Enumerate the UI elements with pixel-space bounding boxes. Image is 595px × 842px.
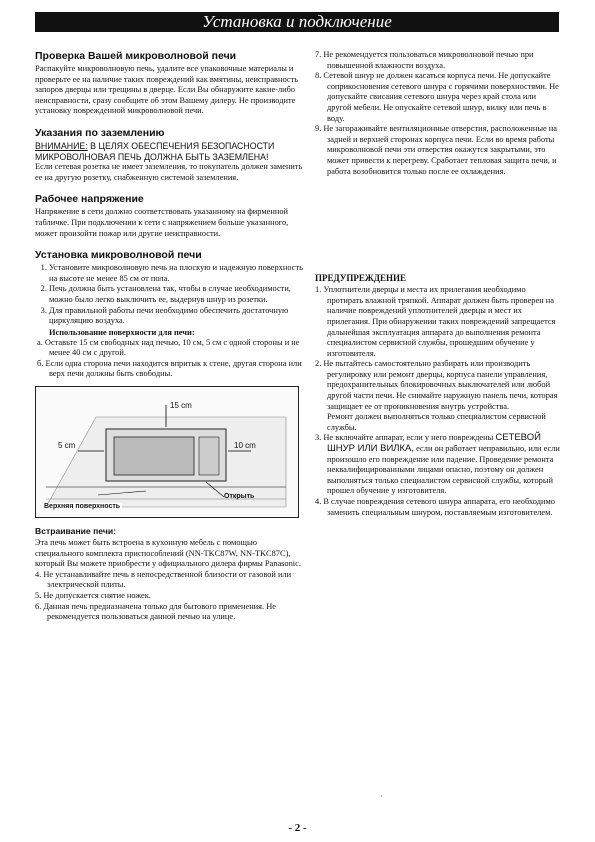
item-text: Не загораживайте вентиляционные отверстия, расположенные на задней и верхней сторонах корпуса печи. Если во время работы микроволновой печи эти отверстия окажутся закрытыми, это может привести к перегреву. Сработает тепловая защита печи, и работа возобновится только после ее охлаждения. bbox=[323, 124, 557, 176]
item-caps: СЕТЕВОЙ ШНУР ИЛИ ВИЛКА, bbox=[327, 432, 541, 455]
label-surface: Верхняя поверхность bbox=[44, 503, 121, 511]
top-list bbox=[315, 50, 561, 177]
item-number: 4. bbox=[35, 569, 42, 579]
warning-text: В ЦЕЛЯХ ОБЕСПЕЧЕНИЯ БЕЗОПАСНОСТИ МИКРОВОЛНОВАЯ ПЕЧЬ ДОЛЖНА БЫТЬ ЗАЗЕМЛЕНА! bbox=[35, 140, 275, 162]
list-item bbox=[315, 433, 561, 497]
section-grounding bbox=[35, 127, 305, 183]
list-item: б. Если одна сторона печи находится впритык к стене, другая сторона или верх печи должны быть свободны. bbox=[37, 358, 302, 379]
list-item: 1. Установите микроволновую печь на плоскую и надежную поверхность на высоте не менее 85 см от пола. bbox=[49, 263, 305, 284]
list-item bbox=[315, 497, 561, 518]
item-text: Уплотнители дверцы и места их прилегания необходимо протирать влажной тряпкой. Аппарат должен быть проверен на наличие повреждений уплотнителей дверцы и мест их прилегания. При обнаружении таких повреждений запрещается дальнейшая эксплуатация аппарата до выполнения ремонта специалистом сервисной службы, прошедшим обучение у изготовителя. bbox=[323, 285, 556, 358]
item-text: Если одна сторона печи находится впритык к стене, другая сторона или верх печи должны быть свободны. bbox=[45, 358, 302, 379]
warnings-section bbox=[315, 273, 561, 518]
item-text: Не допускается снятие ножек. bbox=[43, 591, 151, 601]
list-item bbox=[35, 570, 305, 591]
section-text: Распакуйте микроволновую печь, удалите все упаковочные материалы и проверьте ее на наличие таких повреждений как вмятины, неисправность запоров дверцы или трещины в дверце. Если Вы обнаружите какие-либо неисправности, сразу сообщите об этом Вашему дилеру. Не производите установку поврежденной микроволновой печи. bbox=[35, 64, 299, 116]
item-text: Сетевой шнур не должен касаться корпуса печи. Не допускайте соприкосновения сетевого шнура с горячими поверхностями. Не допускайте свисания сетевого шнура через край стола или другой мебели. Не опускайте сетевой шнур, вилку или печь в воду. bbox=[323, 71, 559, 123]
label-top-clearance: 15 cm bbox=[170, 401, 192, 411]
list-item bbox=[315, 359, 561, 412]
list-item bbox=[315, 124, 561, 177]
list-item bbox=[315, 285, 561, 359]
item-number: 5. bbox=[35, 591, 42, 601]
item-text: Данная печь предназначена только для бытового применения. Не рекомендуется пользоваться данной печью на улице. bbox=[43, 601, 276, 622]
list-item bbox=[315, 50, 561, 71]
item-text: Не пытайтесь самостоятельно разбирать или производить регулировку или ремонт дверцы, корпуса панели управления, предохранительных блокировочных выключателей или любой другой части печи. Не снимайте наружную панель печи, которая защищает ее от проникновения внутрь устройства. bbox=[323, 359, 558, 411]
item-number: 7. bbox=[315, 50, 322, 59]
item-number: 2. bbox=[315, 359, 322, 369]
warning-label: ВНИМАНИЕ: bbox=[35, 140, 88, 151]
builtin-list bbox=[35, 570, 305, 623]
warnings-title: ПРЕДУПРЕЖДЕНИЕ bbox=[315, 273, 407, 284]
section-check bbox=[35, 50, 305, 117]
section-title: Рабочее напряжение bbox=[35, 193, 144, 206]
section-voltage bbox=[35, 193, 305, 239]
item-text: Не включайте аппарат, если у него повреждены bbox=[323, 433, 494, 443]
list-item bbox=[315, 71, 561, 124]
install-list bbox=[35, 263, 305, 327]
item-text: Не устанавливайте печь в непосредственной близости от газовой или электрической плиты. bbox=[43, 569, 292, 590]
item-number: 6. bbox=[35, 601, 42, 611]
item-number: 1. bbox=[315, 285, 322, 295]
label-open: Открыть bbox=[224, 493, 255, 501]
item-number: 8. bbox=[315, 71, 322, 81]
list-item bbox=[35, 591, 305, 602]
header-title: Установка и подключение bbox=[202, 12, 392, 31]
list-item: а. Оставьте 15 см свободных над печью, 10 см, 5 см с одной стороны и не менее 40 см с другой. bbox=[37, 337, 300, 358]
label-right-clearance: 10 cm bbox=[234, 441, 256, 451]
item-extra: Ремонт должен выполняться только специалистом сервисной службы. bbox=[327, 412, 546, 432]
left-column bbox=[35, 50, 305, 623]
list-item: 3. Для правильной работы печи необходимо обеспечить достаточную циркуляцию воздуха. bbox=[49, 306, 305, 327]
subheading: Использование поверхности для печи: bbox=[49, 327, 195, 337]
item-text: Оставьте 15 см свободных над печью, 10 см, 5 см с одной стороны и не менее 40 см с другой. bbox=[44, 337, 300, 358]
item-number: 4. bbox=[315, 497, 322, 506]
section-title: Установка микроволновой печи bbox=[35, 249, 202, 262]
installation-figure bbox=[35, 386, 299, 518]
speck: · bbox=[380, 792, 383, 801]
page-number: - 2 - bbox=[288, 822, 307, 834]
page-header bbox=[35, 12, 559, 32]
section-text: Эта печь может быть встроена в кухонную мебель с помощью специального комплекта приспособлений (NN-TKC87W, NN-TKC87C), который Вы можете приобрести у официального дилера фирмы Panasonic. bbox=[35, 538, 301, 569]
item-number: 9. bbox=[315, 124, 322, 134]
label-left-clearance: 5 cm bbox=[58, 441, 76, 451]
item-text: В случае повреждения сетевого шнура аппарата, его необходимо заменить специальным шнуром, поставляемым изготовителем. bbox=[323, 497, 555, 517]
oven-clearance-illustration bbox=[36, 387, 298, 517]
section-builtin bbox=[35, 526, 305, 623]
right-column bbox=[315, 50, 561, 518]
item-text: Не рекомендуется пользоваться микроволновой печью при повышенной влажности воздуха. bbox=[323, 50, 534, 70]
section-text: Напряжение в сети должно соответствовать указанному на фирменной табличке. При подключении к сети с напряжением больше указанного, может произойти пожар или другие неисправности. bbox=[35, 207, 289, 238]
section-install bbox=[35, 249, 305, 380]
section-title: Указания по заземлению bbox=[35, 126, 165, 139]
list-item bbox=[35, 602, 305, 623]
list-item: 2. Печь должна быть установлена так, чтобы в случае необходимости, можно было легко выключить ее, выдернув шнур из розетки. bbox=[49, 284, 305, 305]
section-text: Если сетевая розетка не имеет заземления, то покупатель должен заменить ее на другую розетку, снабженную системой заземления. bbox=[35, 162, 303, 182]
item-text-continued: если он работает неправильно, или если произошло его повреждение или падение. Проведение ремонта неквалифицированными лицами опасно, поэтому он должен выполняться только специалистом сервисной службы, который прошел обучение у изготовителя. bbox=[327, 444, 560, 496]
item-number: 3. bbox=[315, 433, 322, 443]
section-title: Проверка Вашей микроволновой печи bbox=[35, 50, 237, 62]
grounding-warning bbox=[35, 141, 305, 162]
section-title: Встраивание печи: bbox=[35, 526, 116, 537]
